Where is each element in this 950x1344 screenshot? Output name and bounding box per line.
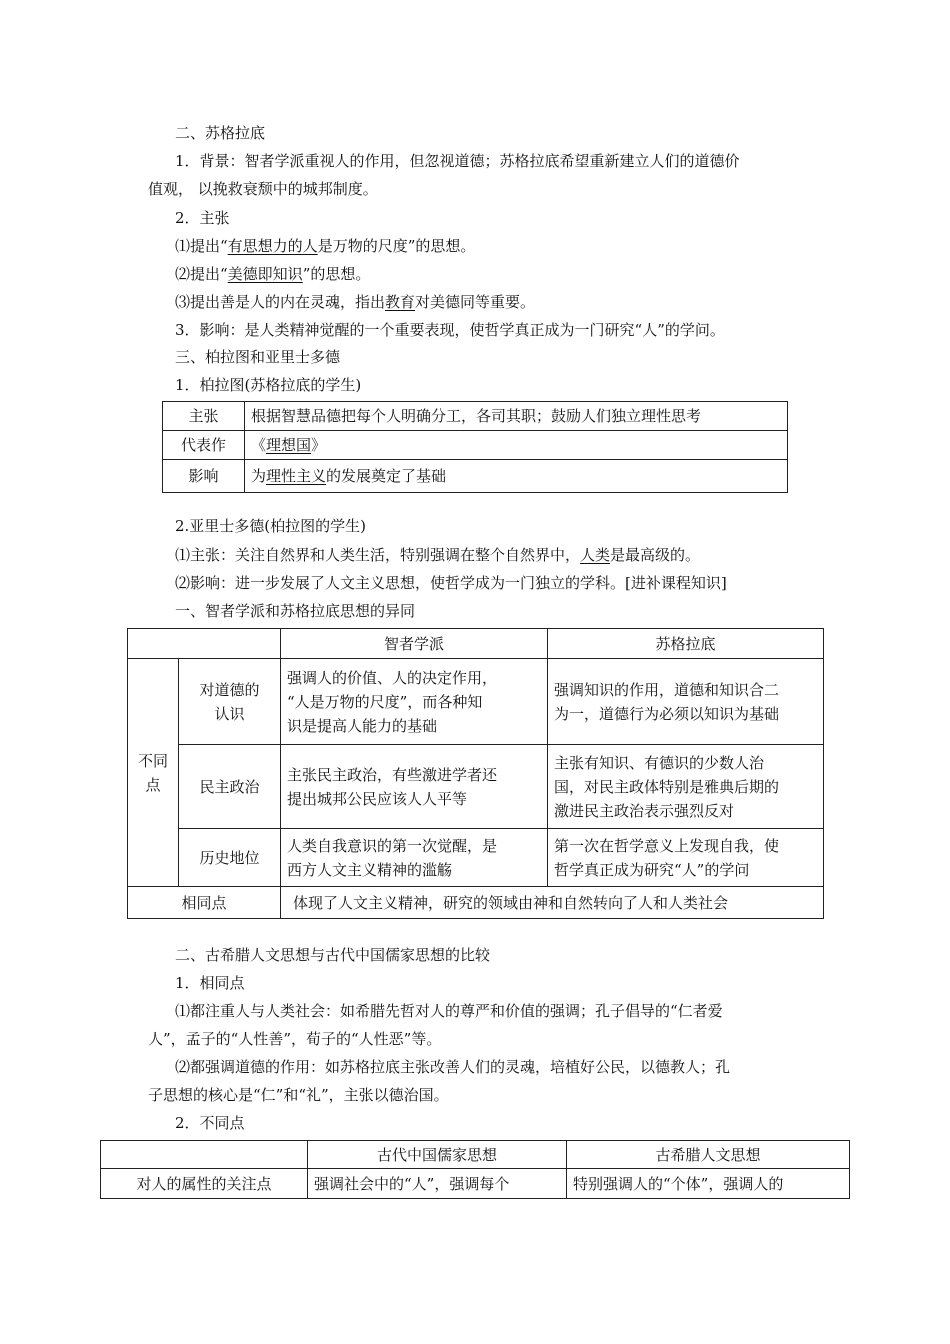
plato-row-label: 主张 — [163, 402, 245, 431]
row-label-democracy: 民主政治 — [179, 745, 281, 829]
plato-row-value: 《理想国》 — [245, 431, 788, 460]
section-heading-plato-aristotle: 三、柏拉图和亚里士多德 — [175, 348, 341, 366]
similarity-item-1: ⑴都注重人与人类社会：如希腊先哲对人的尊严和价值的强调；孔子倡导的“仁者爱 — [175, 1002, 723, 1020]
blank-answer: 有思想力的人 — [227, 237, 318, 255]
row-label-morality: 对道德的 认识 — [179, 659, 281, 745]
paragraph-impact: 3．影响：是人类精神觉醒的一个重要表现，使哲学真正成为一门研究“人”的学问。 — [175, 321, 725, 339]
subheading-aristotle: 2.亚里士多德(柏拉图的学生) — [175, 517, 367, 535]
comparison-table-1 — [127, 628, 824, 919]
claim-item-1: ⑴提出“有思想力的人是万物的尺度”的思想。 — [175, 237, 476, 255]
section-heading-socrates: 二、苏格拉底 — [175, 124, 266, 142]
row-label-historical-status: 历史地位 — [179, 829, 281, 887]
blank-answer: 美德即知识 — [227, 265, 303, 283]
plato-row-label: 代表作 — [163, 431, 245, 460]
similarity-item-1-cont: 人”，孟子的“人性善”，荀子的“人性恶”等。 — [148, 1030, 442, 1048]
table-corner-cell — [101, 1141, 308, 1169]
plato-row-label: 影响 — [163, 460, 245, 493]
subheading-plato: 1．柏拉图(苏格拉底的学生) — [175, 376, 362, 394]
cell-similarity: 体现了人文主义精神，研究的领域由神和自然转向了人和人类社会 — [281, 887, 824, 919]
cell-greece-attribute-focus: 特别强调人的“个体”，强调人的 — [567, 1169, 850, 1199]
claim-item-2: ⑵提出“美德即知识”的思想。 — [175, 265, 371, 283]
similarity-item-2-cont: 子思想的核心是“仁”和“礼”，主张以德治国。 — [148, 1086, 449, 1104]
column-header-socrates: 苏格拉底 — [548, 629, 824, 659]
blank-answer: 理想国 — [266, 436, 312, 454]
subheading-claims: 2．主张 — [175, 209, 230, 227]
plato-table — [162, 401, 788, 493]
subheading-similarities: 1．相同点 — [175, 974, 245, 992]
blank-answer: 教育 — [385, 293, 416, 311]
cell-socrates-morality: 强调知识的作用，道德和知识合二 为一，道德行为必须以知识为基础 — [548, 659, 824, 745]
cell-sophist-morality: 强调人的价值、人的决定作用， “人是万物的尺度”，而各种知 识是提高人能力的基础 — [281, 659, 548, 745]
paragraph-background-cont: 值观， 以挽救衰颓中的城邦制度。 — [148, 180, 378, 198]
column-header-sophist: 智者学派 — [281, 629, 548, 659]
subheading-differences: 2．不同点 — [175, 1114, 245, 1132]
table-corner-cell — [128, 629, 281, 659]
cell-sophist-democracy: 主张民主政治，有些激进学者还 提出城邦公民应该人人平等 — [281, 745, 548, 829]
blank-answer: 理性主义 — [266, 467, 327, 485]
similarity-item-2: ⑵都强调道德的作用：如苏格拉底主张改善人们的灵魂，培植好公民，以德教人；孔 — [175, 1058, 731, 1076]
column-header-china: 古代中国儒家思想 — [308, 1141, 567, 1169]
cell-socrates-historical-status: 第一次在哲学意义上发现自我，使 哲学真正成为研究“人”的学问 — [548, 829, 824, 887]
column-header-greece: 古希腊人文思想 — [567, 1141, 850, 1169]
row-label-similarity: 相同点 — [128, 887, 281, 919]
plato-row-value: 根据智慧品德把每个人明确分工，各司其职；鼓励人们独立理性思考 — [245, 402, 788, 431]
claim-item-3: ⑶提出善是人的内在灵魂，指出教育对美德同等重要。 — [175, 293, 536, 311]
group-label-differences: 不同 点 — [128, 659, 179, 887]
comparison-heading-1: 一、智者学派和苏格拉底思想的异同 — [175, 602, 416, 620]
aristotle-item-2: ⑵影响：进一步发展了人文主义思想，使哲学成为一门独立的学科。[进补课程知识] — [175, 574, 727, 592]
paragraph-background: 1．背景：智者学派重视人的作用，但忽视道德；苏格拉底希望重新建立人们的道德价 — [175, 152, 740, 170]
comparison-table-2 — [100, 1140, 850, 1199]
cell-china-attribute-focus: 强调社会中的“人”，强调每个 — [308, 1169, 567, 1199]
plato-row-value: 为理性主义的发展奠定了基础 — [245, 460, 788, 493]
comparison-heading-2: 二、古希腊人文思想与古代中国儒家思想的比较 — [175, 946, 491, 964]
aristotle-item-1: ⑴主张：关注自然界和人类生活，特别强调在整个自然界中，人类是最高级的。 — [175, 546, 701, 564]
row-label-attribute-focus: 对人的属性的关注点 — [101, 1169, 308, 1199]
cell-socrates-democracy: 主张有知识、有德识的少数人治 国，对民主政体特别是雅典后期的 激进民主政治表示强烈反对 — [548, 745, 824, 829]
cell-sophist-historical-status: 人类自我意识的第一次觉醒，是 西方人文主义精神的滥觞 — [281, 829, 548, 887]
blank-answer: 人类 — [580, 546, 611, 564]
